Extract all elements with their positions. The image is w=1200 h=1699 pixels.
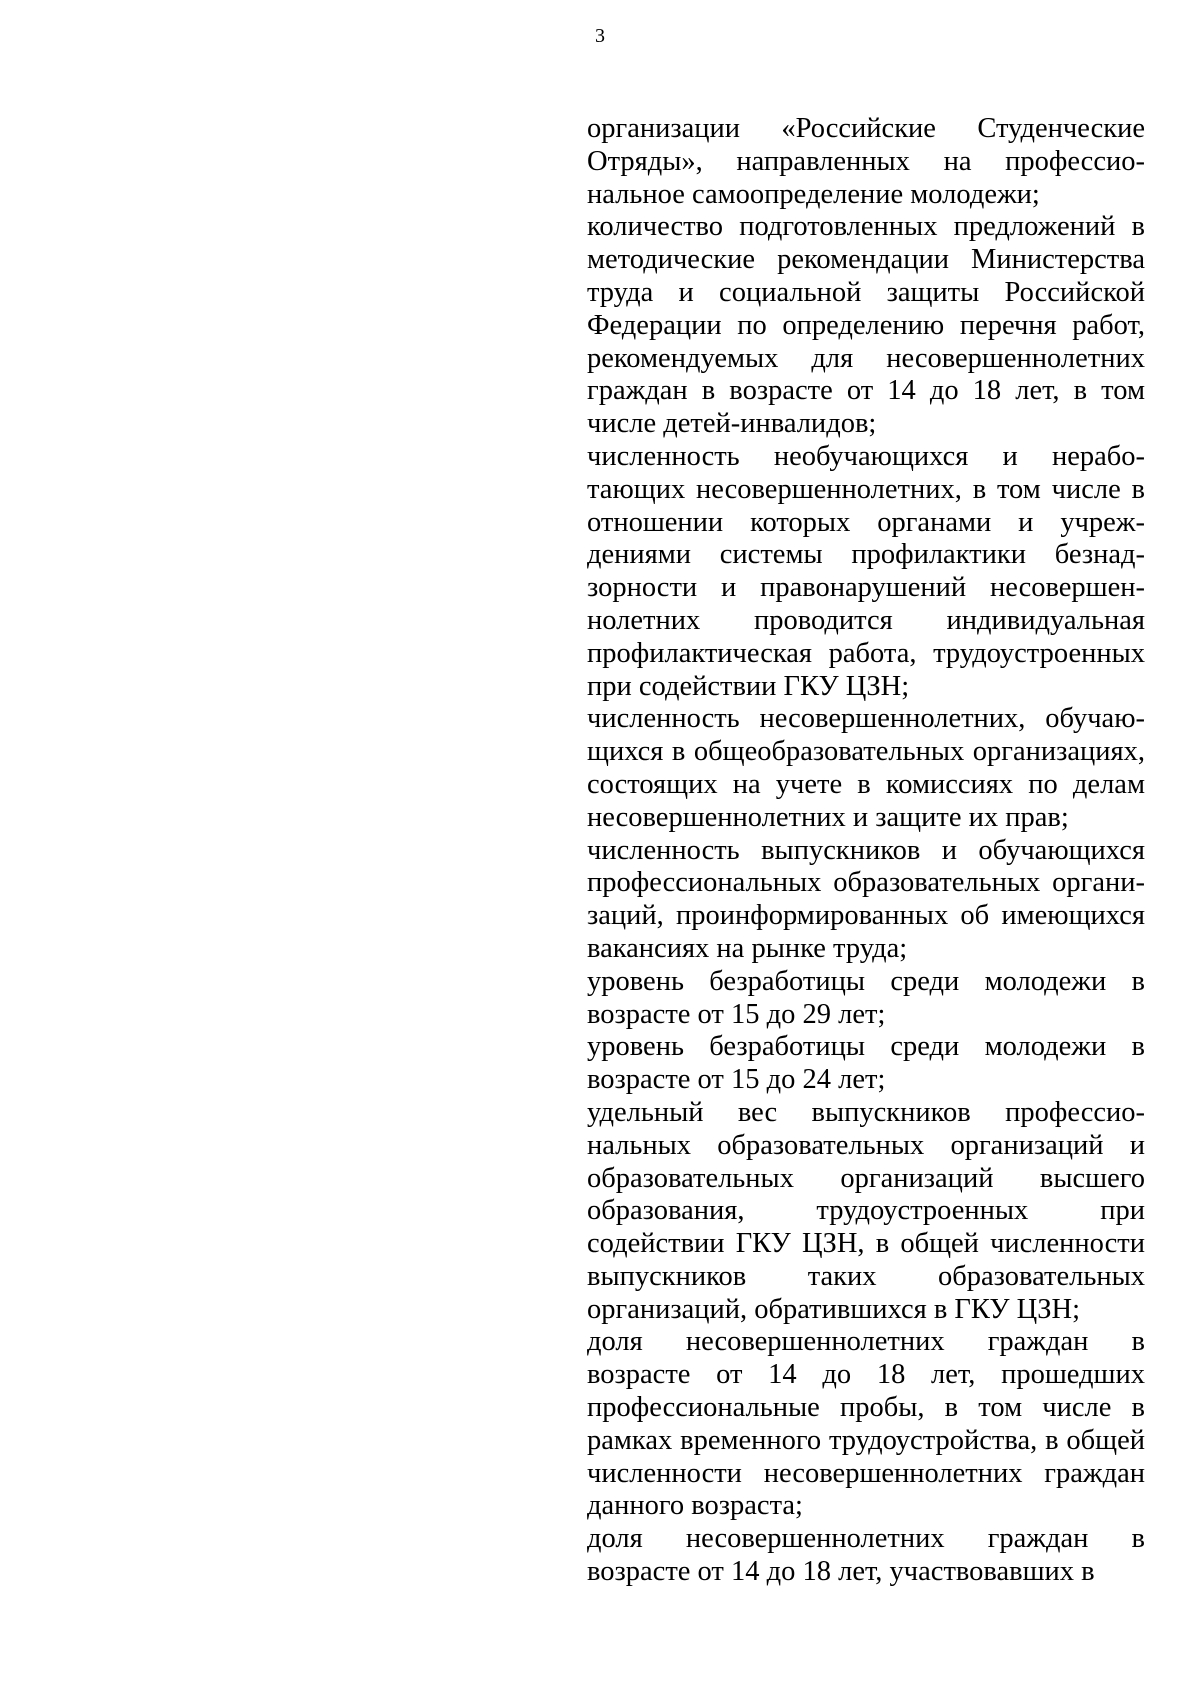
list-item: уровень безработицы среди молодежи в возрасте от 15 до 24 лет; <box>587 1031 1145 1096</box>
list-item: доля несовершеннолетних граждан в возрасте от 14 до 18 лет, участвовавших в <box>587 1523 1145 1588</box>
list-item: доля несовершеннолетних граждан в возрасте от 14 до 18 лет, прошедших профессиональные пробы, в том числе в рамках временного трудоустройства, в общей численности несовершеннолетних граждан данного возраста; <box>587 1326 1145 1522</box>
list-item: численность необучающихся и неработающих несовершеннолетних, в том числе в отношении которых органами и учреждениями системы профилактики безнадзорности и правонарушений несовершеннолетних проводится индивидуальная профилактическая работа, трудоустроенных при содействии ГКУ ЦЗН; <box>587 440 1145 702</box>
list-item: численность выпускников и обучающихся профессиональных образовательных организаций, проинформированных об имеющихся вакансиях на рынке труда; <box>587 834 1145 964</box>
list-item: численность несовершеннолетних, обучающихся в общеобразовательных организациях, состоящих на учете в комиссиях по делам несовершеннолетних и защите их прав; <box>587 703 1145 833</box>
page-number: 3 <box>595 25 605 47</box>
document-body <box>587 113 1145 1589</box>
list-item: организации «Российские Студенческие Отряды», направленных на профессиональное самоопределение молодежи; <box>587 113 1145 210</box>
list-item: удельный вес выпускников профессиональных образовательных организаций и образовательных организаций высшего образования, трудоустроенных при содействии ГКУ ЦЗН, в общей численности выпускников таких образовательных организаций, обратившихся в ГКУ ЦЗН; <box>587 1096 1145 1325</box>
list-item: количество подготовленных предложений в методические рекомендации Министерства труда и социальной защиты Российской Федерации по определению перечня работ, рекомендуемых для несовершеннолетних граждан в возрасте от 14 до 18 лет, в том числе детей-инвалидов; <box>587 211 1145 440</box>
list-item: уровень безработицы среди молодежи в возрасте от 15 до 29 лет; <box>587 965 1145 1030</box>
